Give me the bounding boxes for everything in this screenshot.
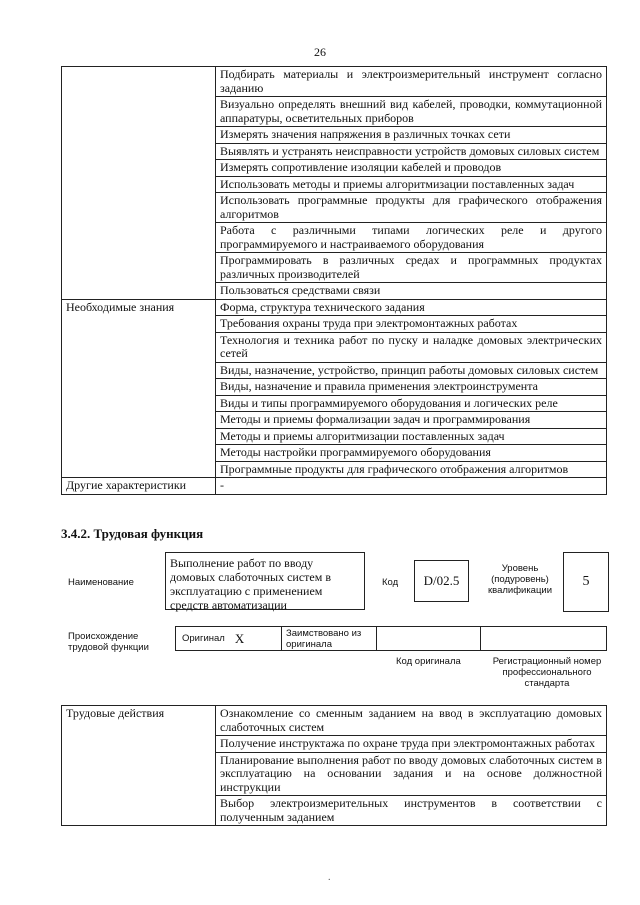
row-text: Программировать в различных средах и программных продуктах различных производителей	[216, 253, 607, 283]
row-text: Виды, назначение, устройство, принцип работы домовых силовых систем	[216, 362, 607, 379]
row-text: Выбор электроизмерительных инструментов в соответствии с полученным заданием	[216, 796, 607, 826]
level-label: Уровень (подуровень) квалификации	[487, 563, 553, 596]
row-group-label	[62, 67, 216, 300]
row-text: Измерять сопротивление изоляции кабелей и проводов	[216, 160, 607, 177]
origin-original-cell	[175, 626, 282, 651]
page-number: 26	[314, 45, 326, 59]
row-text: -	[216, 478, 607, 495]
origin-code-label: Код оригинала	[396, 656, 461, 667]
origin-label: Происхождение трудовой функции	[68, 631, 149, 653]
row-text: Планирование выполнения работ по вводу домовых слаботочных систем в эксплуатацию на основании задания и на основе должностной инструкции	[216, 752, 607, 796]
origin-row	[176, 626, 607, 651]
table-row	[62, 299, 607, 316]
row-text: Использовать программные продукты для графического отображения алгоритмов	[216, 193, 607, 223]
origin-code-cell	[376, 626, 481, 651]
origin-reg-cell	[480, 626, 607, 651]
row-text: Технология и техника работ по пуску и наладке домовых электрических сетей	[216, 332, 607, 362]
row-text: Методы и приемы формализации задач и программирования	[216, 412, 607, 429]
row-text: Получение инструктажа по охране труда при электромонтажных работах	[216, 736, 607, 753]
row-text: Виды, назначение и правила применения электроинструмента	[216, 379, 607, 396]
row-text: Измерять значения напряжения в различных точках сети	[216, 127, 607, 144]
row-group-label: Другие характеристики	[62, 478, 216, 495]
row-text: Работа с различными типами логических реле и другого программируемого и настраиваемого оборудования	[216, 223, 607, 253]
row-text: Методы и приемы алгоритмизации поставленных задач	[216, 428, 607, 445]
origin-reg-label: Регистрационный номер профессионального стандарта	[492, 656, 602, 689]
row-text: Визуально определять внешний вид кабелей, проводки, коммутационной аппаратуры, осветительных приборов	[216, 97, 607, 127]
origin-original-mark: X	[234, 630, 245, 646]
row-text: Методы настройки программируемого оборудования	[216, 445, 607, 462]
level-value-box: 5	[563, 552, 609, 612]
row-text: Виды и типы программируемого оборудования и логических реле	[216, 395, 607, 412]
code-value-box: D/02.5	[414, 560, 469, 602]
row-text: Форма, структура технического задания	[216, 299, 607, 316]
row-text: Выявлять и устранять неисправности устройств домовых силовых систем	[216, 143, 607, 160]
section-heading: 3.4.2. Трудовая функция	[61, 526, 204, 541]
table-row	[62, 478, 607, 495]
name-label: Наименование	[68, 577, 134, 588]
row-text: Пользоваться средствами связи	[216, 283, 607, 300]
origin-borrowed-cell: Заимствовано из оригинала	[281, 626, 377, 651]
row-text: Требования охраны труда при электромонтажных работах	[216, 316, 607, 333]
origin-original-label: Оригинал	[182, 633, 225, 644]
row-text: Подбирать материалы и электроизмерительный инструмент согласно заданию	[216, 67, 607, 97]
row-text: Использовать методы и приемы алгоритмизации поставленных задач	[216, 176, 607, 193]
row-group-label: Необходимые знания	[62, 299, 216, 478]
row-text: Программные продукты для графического отображения алгоритмов	[216, 461, 607, 478]
table-row	[62, 706, 607, 736]
actions-table	[61, 705, 607, 826]
row-group-label: Трудовые действия	[62, 706, 216, 826]
table-row	[62, 67, 607, 97]
function-name-box: Выполнение работ по вводу домовых слаботочных систем в эксплуатацию с применением средств автоматизации	[165, 552, 365, 610]
code-label: Код	[382, 577, 399, 588]
footer-mark: .	[328, 872, 331, 883]
row-text: Ознакомление со сменным заданием на ввод в эксплуатацию домовых слаботочных систем	[216, 706, 607, 736]
skills-table	[61, 66, 607, 495]
